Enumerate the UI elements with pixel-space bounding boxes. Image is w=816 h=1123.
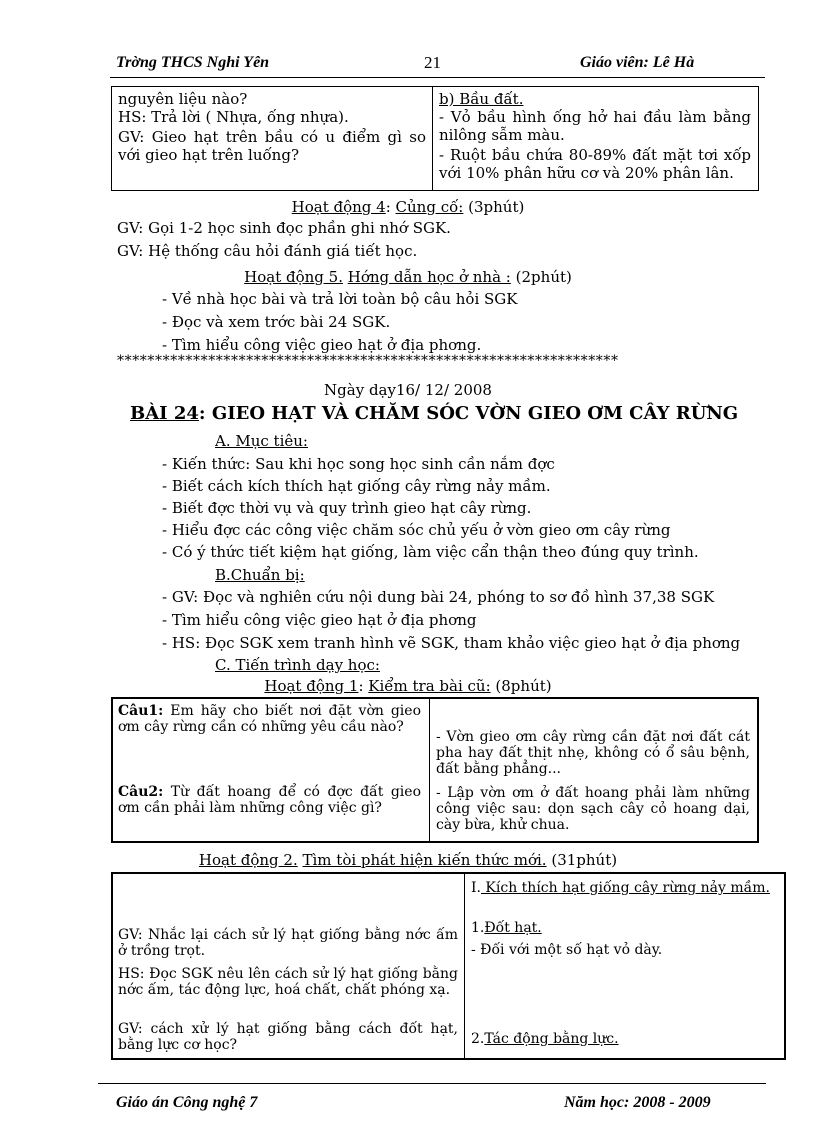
activity2-sub2 xyxy=(471,1031,779,1047)
footer-right: Năm học: 2008 - 2009 xyxy=(564,1094,711,1111)
header-rule xyxy=(110,77,765,78)
activity4-heading: Hoạt động 4: Củng cố: (3phút) xyxy=(291,198,525,216)
section-a-item-1: - Kiến thức: Sau khi học song học sinh cần nắm đợc xyxy=(162,455,555,473)
right-heading-num: I. xyxy=(471,880,481,896)
activity5-line-2: - Đọc và xem trớc bài 24 SGK. xyxy=(162,313,391,331)
activity1-label: Hoạt động 1 xyxy=(264,677,359,695)
section-b-heading: B.Chuẩn bị: xyxy=(215,566,305,584)
activity2-right-heading xyxy=(471,880,779,896)
q1-label: Câu1: xyxy=(118,703,164,719)
activity5-time: (2phút) xyxy=(515,268,572,286)
activity2-left-1: GV: Nhắc lại cách sử lý hạt giống bằng nớc ấm ở trồng trọt. xyxy=(118,927,458,959)
activity1-heading: Hoạt động 1: Kiểm tra bài cũ: (8phút) xyxy=(264,677,552,695)
top-left-line-1: nguyên liệu nào? xyxy=(118,90,248,108)
q1-text: Em hãy cho biết nơi đặt vờn gieo ơm cây rừng cần có những yêu cầu nào? xyxy=(118,703,421,735)
page-number: 21 xyxy=(424,53,441,72)
sub2-num: 2. xyxy=(471,1031,485,1047)
top-table-left xyxy=(118,90,426,164)
activity1-question-1 xyxy=(118,703,421,735)
top-left-line-2: HS: Trả lời ( Nhựa, ống nhựa). xyxy=(118,108,349,126)
activity2-sub1-text: - Đối với một số hạt vỏ dày. xyxy=(471,942,663,958)
header-school: Trờng THCS Nghi Yên xyxy=(116,54,270,71)
footer-rule xyxy=(98,1083,766,1084)
section-a-item-4: - Hiểu đợc các công việc chăm sóc chủ yếu ở vờn gieo ơm cây rừng xyxy=(162,521,671,539)
q2-text: Từ đất hoang để có đợc đất gieo ơm cần phải làm những công việc gì? xyxy=(118,784,421,816)
activity1-title: Kiểm tra bài cũ: xyxy=(368,677,491,695)
section-b-item-1: - GV: Đọc và nghiên cứu nội dung bài 24, phóng to sơ đồ hình 37,38 SGK xyxy=(162,588,715,606)
activity2-label: Hoạt động 2. xyxy=(198,851,298,869)
activity2-left-2: HS: Đọc SGK nêu lên cách sử lý hạt giống bằng nớc ấm, tác động lực, hoá chất, chất phóng xạ. xyxy=(118,966,458,998)
sub1-num: 1. xyxy=(471,920,485,936)
activity2-heading xyxy=(0,851,816,870)
section-a-item-5: - Có ý thức tiết kiệm hạt giống, làm việc cẩn thận theo đúng quy trình. xyxy=(162,543,699,561)
activity5-line-3: - Tìm hiểu công việc gieo hạt ở địa phơng. xyxy=(162,336,482,354)
activity2-divider xyxy=(464,872,465,1060)
activity1-answer-2: - Lập vờn ơm ở đất hoang phải làm những công việc sau: dọn sạch cây cỏ hoang dại, cày bừa, khử chua. xyxy=(436,785,750,833)
sub1-title: Đốt hạt. xyxy=(484,920,542,936)
activity4-title: Củng cố: xyxy=(395,198,464,216)
activity2-title: Tìm tòi phát hiện kiến thức mới. xyxy=(302,851,547,869)
activity1-divider xyxy=(429,697,430,843)
lesson-number: BÀI 24 xyxy=(130,403,199,424)
activity1-time: (8phút) xyxy=(495,677,552,695)
activity2-sub1 xyxy=(471,920,779,936)
top-table-divider xyxy=(432,86,433,191)
activity1-question-2 xyxy=(118,784,421,816)
top-right-line-1: - Vỏ bầu hình ống hở hai đầu làm bằng nilông sẫm màu. xyxy=(439,108,751,144)
section-b-item-2: - Tìm hiểu công việc gieo hạt ở địa phơng xyxy=(162,611,477,629)
activity2-time: (31phút) xyxy=(551,851,618,869)
activity4-line-2: GV: Hệ thống câu hỏi đánh giá tiết học. xyxy=(117,242,418,260)
section-a-item-2: - Biết cách kích thích hạt giống cây rừng nảy mầm. xyxy=(162,477,551,495)
header-teacher: Giáo viên: Lê Hà xyxy=(580,54,695,71)
sub2-title: Tác động bằng lực. xyxy=(484,1031,619,1047)
activity2-left-3: GV: cách xử lý hạt giống bằng cách đốt hạt, bằng lực cơ học? xyxy=(118,1021,458,1053)
lesson-title xyxy=(130,403,738,424)
section-c-heading: C. Tiến trình dạy học: xyxy=(215,656,380,674)
top-left-line-3: GV: Gieo hạt trên bầu có u điểm gì so với gieo hạt trên luống? xyxy=(118,128,426,164)
date-line: Ngày dạy16/ 12/ 2008 xyxy=(324,381,492,399)
section-a-item-3: - Biết đợc thời vụ và quy trình gieo hạt cây rừng. xyxy=(162,499,532,517)
footer-left: Giáo án Công nghệ 7 xyxy=(116,1094,258,1111)
activity5-title: Hớng dẫn học ở nhà : xyxy=(347,268,511,286)
activity4-time: (3phút) xyxy=(468,198,525,216)
top-right-heading: b) Bầu đất. xyxy=(439,90,524,108)
top-right-line-2: - Ruột bầu chứa 80-89% đất mặt tơi xốp với 10% phân hữu cơ và 20% phân lân. xyxy=(439,146,751,182)
section-b-item-3: - HS: Đọc SGK xem tranh hình vẽ SGK, tham khảo việc gieo hạt ở địa phơng xyxy=(162,634,741,652)
q2-label: Câu2: xyxy=(118,784,164,800)
activity4-line-1: GV: Gọi 1-2 học sinh đọc phần ghi nhớ SGK. xyxy=(117,219,451,237)
top-table-right xyxy=(439,90,751,182)
right-heading-text: Kích thích hạt giống cây rừng nảy mầm. xyxy=(480,880,770,896)
activity5-heading xyxy=(0,268,816,287)
star-separator: ****************************************************************** xyxy=(117,353,619,369)
activity4-label: Hoạt động 4 xyxy=(291,198,386,216)
activity5-label: Hoạt động 5. xyxy=(244,268,343,286)
activity1-answer-1: - Vờn gieo ơm cây rừng cần đặt nơi đất cát pha hay đất thịt nhẹ, không có ổ sâu bệnh, đất bằng phẳng... xyxy=(436,729,750,777)
activity5-line-1: - Về nhà học bài và trả lời toàn bộ câu hỏi SGK xyxy=(162,290,518,308)
section-a-heading: A. Mục tiêu: xyxy=(215,432,308,450)
lesson-name: : GIEO HẠT VÀ CHĂM SÓC VỜN GIEO ƠM CÂY RỪNG xyxy=(198,403,739,424)
